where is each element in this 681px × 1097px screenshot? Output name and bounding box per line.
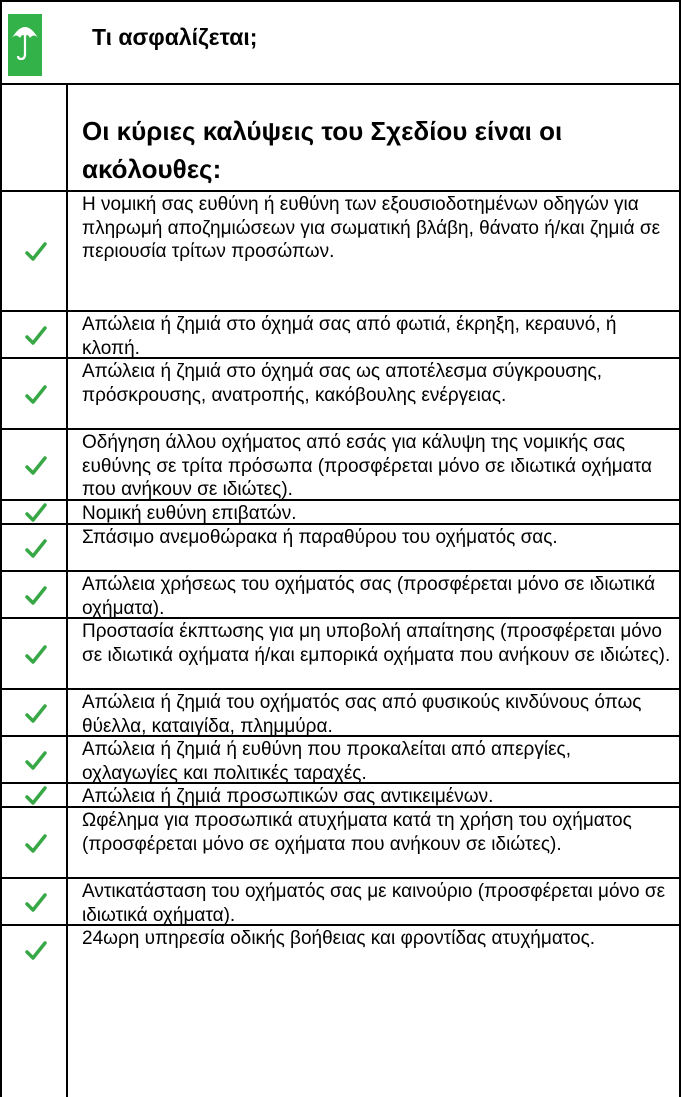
coverage-item-text: Οδήγηση άλλου οχήματος από εσάς για κάλυψη της νομικής σας ευθύνης σε τρίτα πρόσωπα (προσφέρεται μόνο σε ιδιωτικά οχήματα που ανήκουν σε ιδιώτες).	[82, 432, 652, 500]
checkmark-icon	[25, 750, 47, 772]
umbrella-icon	[8, 14, 42, 76]
coverage-row	[0, 357, 681, 428]
coverage-row	[0, 499, 681, 523]
coverage-item-text: Απώλεια ή ζημιά προσωπικών σας αντικειμένων.	[82, 786, 494, 807]
checkmark-icon	[25, 644, 47, 666]
coverage-row	[0, 570, 681, 617]
coverage-row	[0, 617, 681, 688]
coverage-row	[0, 310, 681, 357]
coverage-item-text: Η νομική σας ευθύνη ή ευθύνη των εξουσιοδοτημένων οδηγών για πληρωμή αποζημιώσεων για σωματική βλάβη, θάνατο ή/και ζημιά σε περιουσία τρίτων προσώπων.	[82, 194, 661, 262]
coverage-item-text: Απώλεια ή ζημιά ή ευθύνη που προκαλείται από απεργίες, οχλαγωγίες και πολιτικές ταραχές.	[82, 739, 571, 784]
checkmark-icon	[25, 785, 47, 807]
checkmark-icon	[25, 585, 47, 607]
coverage-item-text: Αντικατάσταση του οχήματός σας με καινούριο (προσφέρεται μόνο σε ιδιωτικά οχήματα).	[82, 881, 666, 926]
coverage-row	[0, 688, 681, 735]
coverage-row	[0, 428, 681, 499]
checkmark-icon	[25, 703, 47, 725]
checkmark-icon	[25, 940, 47, 962]
coverage-row	[0, 877, 681, 924]
coverage-item-text: Απώλεια ή ζημιά στο όχημά σας από φωτιά, έκρηξη, κεραυνό, ή κλοπή.	[82, 314, 617, 359]
coverage-item-text: Νομική ευθύνη επιβατών.	[82, 503, 297, 524]
coverage-row	[0, 806, 681, 877]
coverage-item-text: 24ωρη υπηρεσία οδικής βοήθειας και φροντίδας ατυχήματος.	[82, 928, 596, 949]
coverage-item-text: Απώλεια ή ζημιά στο όχημά σας ως αποτέλεσμα σύγκρουσης, πρόσκρουσης, ανατροπής, κακόβουλης ενέργειας.	[82, 361, 602, 406]
coverage-row	[0, 782, 681, 806]
checkmark-icon	[25, 892, 47, 914]
coverage-heading: Οι κύριες καλύψεις του Σχεδίου είναι οι ακόλουθες:	[82, 116, 563, 184]
coverage-item-text: Προστασία έκπτωσης για μη υποβολή απαίτησης (προσφέρεται μόνο σε ιδιωτικά οχήματα ή/και εμπορικά οχήματα που ανήκουν σε ιδιώτες).	[82, 621, 671, 666]
coverage-item-text: Απώλεια ή ζημιά του οχήματός σας από φυσικούς κινδύνους όπως θύελλα, καταιγίδα, πλημμύρα.	[82, 692, 642, 737]
page-title: Τι ασφαλίζεται;	[92, 24, 258, 50]
coverage-item-text: Ωφέλημα για προσωπικά ατυχήματα κατά τη χρήση του οχήματος (προσφέρεται μόνο σε οχήματα που ανήκουν σε ιδιώτες).	[82, 810, 632, 855]
section-header	[0, 0, 681, 85]
checkmark-icon	[25, 325, 47, 347]
coverage-row	[0, 523, 681, 570]
coverage-row	[0, 735, 681, 782]
checkmark-icon	[25, 455, 47, 477]
checkmark-icon	[25, 384, 47, 406]
coverage-row	[0, 924, 681, 974]
checkmark-icon	[25, 502, 47, 524]
coverage-item-text: Σπάσιμο ανεμοθώρακα ή παραθύρου του οχήματός σας.	[82, 527, 558, 548]
checkmark-icon	[25, 241, 47, 263]
coverage-row	[0, 190, 681, 310]
checkmark-icon	[25, 833, 47, 855]
coverage-item-text: Απώλεια χρήσεως του οχήματός σας (προσφέρεται μόνο σε ιδιωτικά οχήματα).	[82, 574, 656, 619]
checkmark-icon	[25, 538, 47, 560]
